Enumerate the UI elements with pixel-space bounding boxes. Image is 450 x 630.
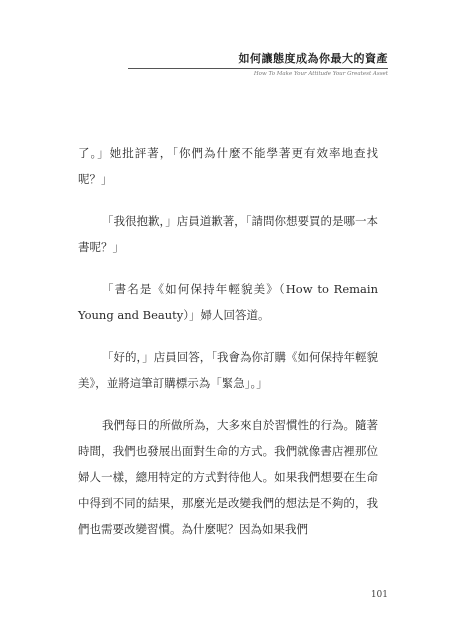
paragraph-5: 我們每日的所做所為，大多來自於習慣性的行為。隨著時間，我們也發展出面對生命的方式。我們就像書店裡那位婦人一樣，總用特定的方式對待他人。如果我們想要在生命中得到不同的結果，那麼光是改變我們的想法是不夠的，我們也需要改變習慣。為什麼呢？因為如果我們 bbox=[78, 418, 378, 536]
header-rule bbox=[128, 68, 388, 69]
header-subtitle: How To Make Your Attitude Your Greatest Asset bbox=[253, 71, 388, 77]
page-body bbox=[78, 140, 378, 558]
running-header bbox=[128, 52, 388, 78]
page-number: 101 bbox=[370, 590, 388, 600]
header-title: 如何讓態度成為你最大的資產 bbox=[238, 52, 388, 65]
paragraph-3: 「書名是《如何保持年輕貌美》（How to Remain Young and Beauty）」婦人回答道。 bbox=[78, 282, 378, 322]
paragraph-4: 「好的，」店員回答，「我會為你訂購《如何保持年輕貌美》，並將這筆訂購標示為「緊急」。」 bbox=[78, 350, 378, 390]
paragraph-2: 「我很抱歉，」店員道歉著，「請問你想要買的是哪一本書呢？」 bbox=[78, 214, 378, 254]
paragraph-1: 了。」她批評著，「你們為什麼不能學著更有效率地查找呢？」 bbox=[78, 146, 378, 186]
